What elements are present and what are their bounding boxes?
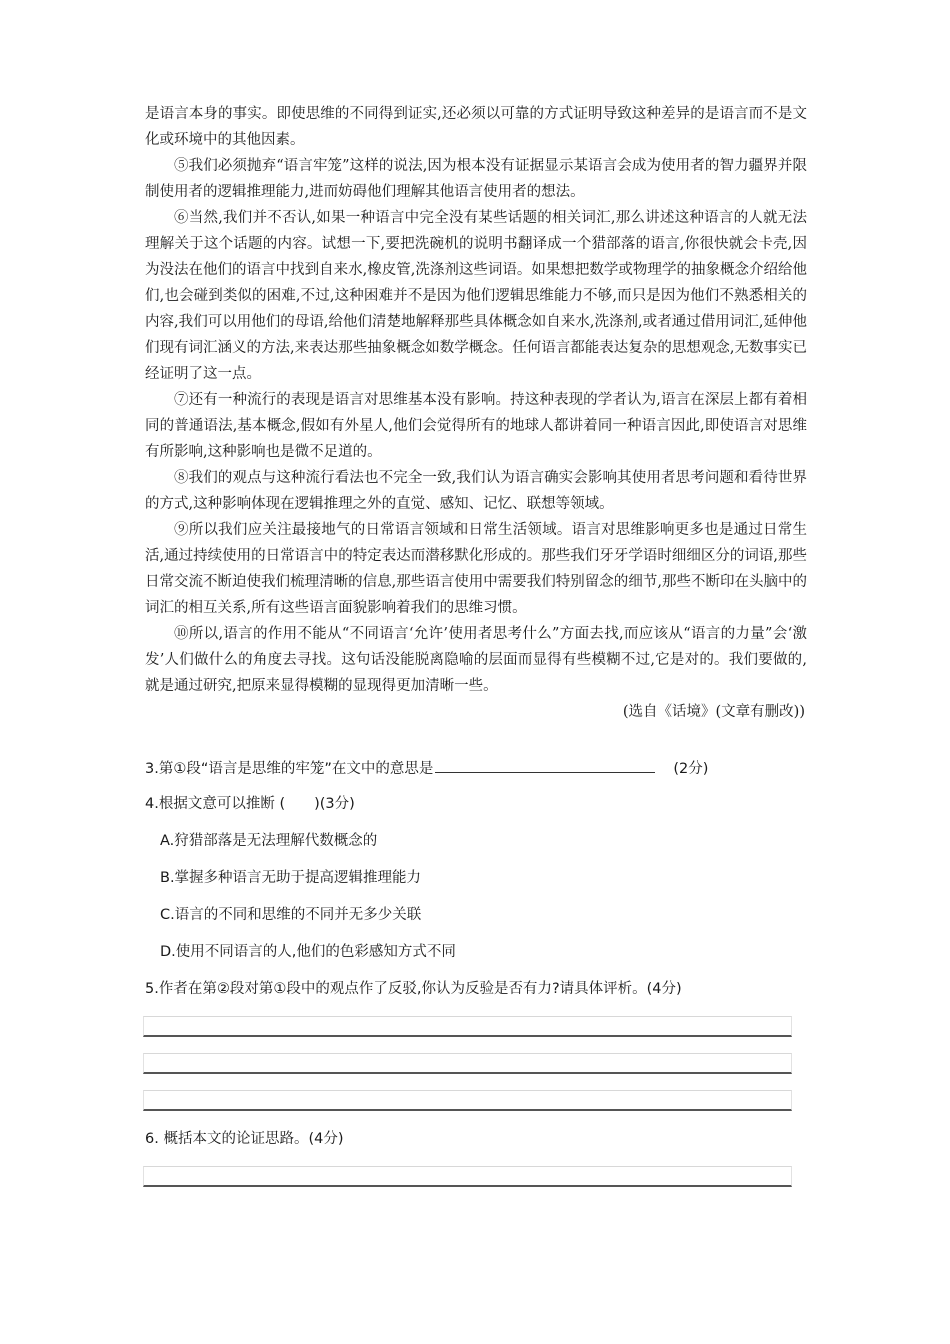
question-4-option-b[interactable]: B.掌握多种语言无助于提高逻辑推理能力 [160,870,422,886]
question-5-answer-line[interactable] [143,1016,792,1037]
question-3-answer-blank[interactable] [435,756,655,773]
source-citation: (选自《话境》(文章有删改)) [622,704,805,720]
question-3 [145,756,708,780]
question-3-text: 3.第①段“语言是思维的牢笼”在文中的意思是 [145,761,434,777]
reading-passage [145,101,807,725]
paragraph-continued: 是语言本身的事实。即使思维的不同得到证实,还必须以可靠的方式证明导致这种差异的是语言而不是文化或环境中的其他因素。 [145,106,807,148]
question-5-answer-line[interactable] [143,1090,792,1111]
paragraph-9: ⑨所以我们应关注最接地气的日常语言领域和日常生活领域。语言对思维影响更多也是通过日常生活,通过持续使用的日常语言中的特定表达而潜移默化形成的。那些我们牙牙学语时细细区分的词语,那些日常交流不断迫使我们梳理清晰的信息,那些语言使用中需要我们特别留念的细节,那些不断印在头脑中的词汇的相互关系,所有这些语言面貌影响着我们的思维习惯。 [145,522,807,616]
paragraph-6: ⑥当然,我们并不否认,如果一种语言中完全没有某些话题的相关词汇,那么讲述这种语言的人就无法理解关于这个话题的内容。试想一下,要把洗碗机的说明书翻译成一个猎部落的语言,你很快就会卡壳,因为没法在他们的语言中找到自来水,橡皮管,洗涤剂这些词语。如果想把数学或物理学的抽象概念介绍给他们,也会碰到类似的困难,不过,这种困难并不是因为他们逻辑思维能力不够,而只是因为他们不熟悉相关的内容,我们可以用他们的母语,给他们清楚地解释那些具体概念如自来水,洗涤剂,或者通过借用词汇,延伸他们现有词汇涵义的方法,来表达那些抽象概念如数学概念。任何语言都能表达复杂的思想观念,无数事实已经证明了这一点。 [145,210,807,382]
question-5-answer-line[interactable] [143,1053,792,1074]
paragraph-5: ⑤我们必须抛弃“语言牢笼”这样的说法,因为根本没有证据显示某语言会成为使用者的智力疆界并限制使用者的逻辑推理能力,进而妨碍他们理解其他语言使用者的想法。 [145,158,807,200]
paragraph-7: ⑦还有一种流行的表现是语言对思维基本没有影响。持这种表现的学者认为,语言在深层上都有着相同的普通语法,基本概念,假如有外星人,他们会觉得所有的地球人都讲着同一种语言因此,即使语言对思维有所影响,这种影响也是微不足道的。 [145,392,807,460]
question-6-text: 6. 概括本文的论证思路。(4分) [145,1131,344,1147]
question-4-text: 4.根据文意可以推断 ( )(3分) [145,796,355,812]
question-5-text: 5.作者在第②段对第①段中的观点作了反驳,你认为反验是否有力?请具体评析。(4分) [145,981,682,997]
paragraph-10: ⑩所以,语言的作用不能从“不同语言‘允许’使用者思考什么”方面去找,而应该从“语言的力量”会‘激发’人们做什么的角度去寻找。这句话没能脱离隐喻的层面而显得有些模糊不过,它是对的。我们要做的,就是通过研究,把原来显得模糊的显现得更加清晰一些。 [145,626,807,694]
question-6-answer-line[interactable] [143,1166,792,1187]
question-4-option-c[interactable]: C.语言的不同和思维的不同并无多少关联 [160,907,422,923]
question-4-option-a[interactable]: A.狩猎部落是无法理解代数概念的 [160,833,378,849]
question-3-points: (2分) [673,761,709,777]
paragraph-8: ⑧我们的观点与这种流行看法也不完全一致,我们认为语言确实会影响其使用者思考问题和看待世界的方式,这种影响体现在逻辑推理之外的直觉、感知、记忆、联想等领域。 [145,470,807,512]
question-4-option-d[interactable]: D.使用不同语言的人,他们的色彩感知方式不同 [160,944,456,960]
